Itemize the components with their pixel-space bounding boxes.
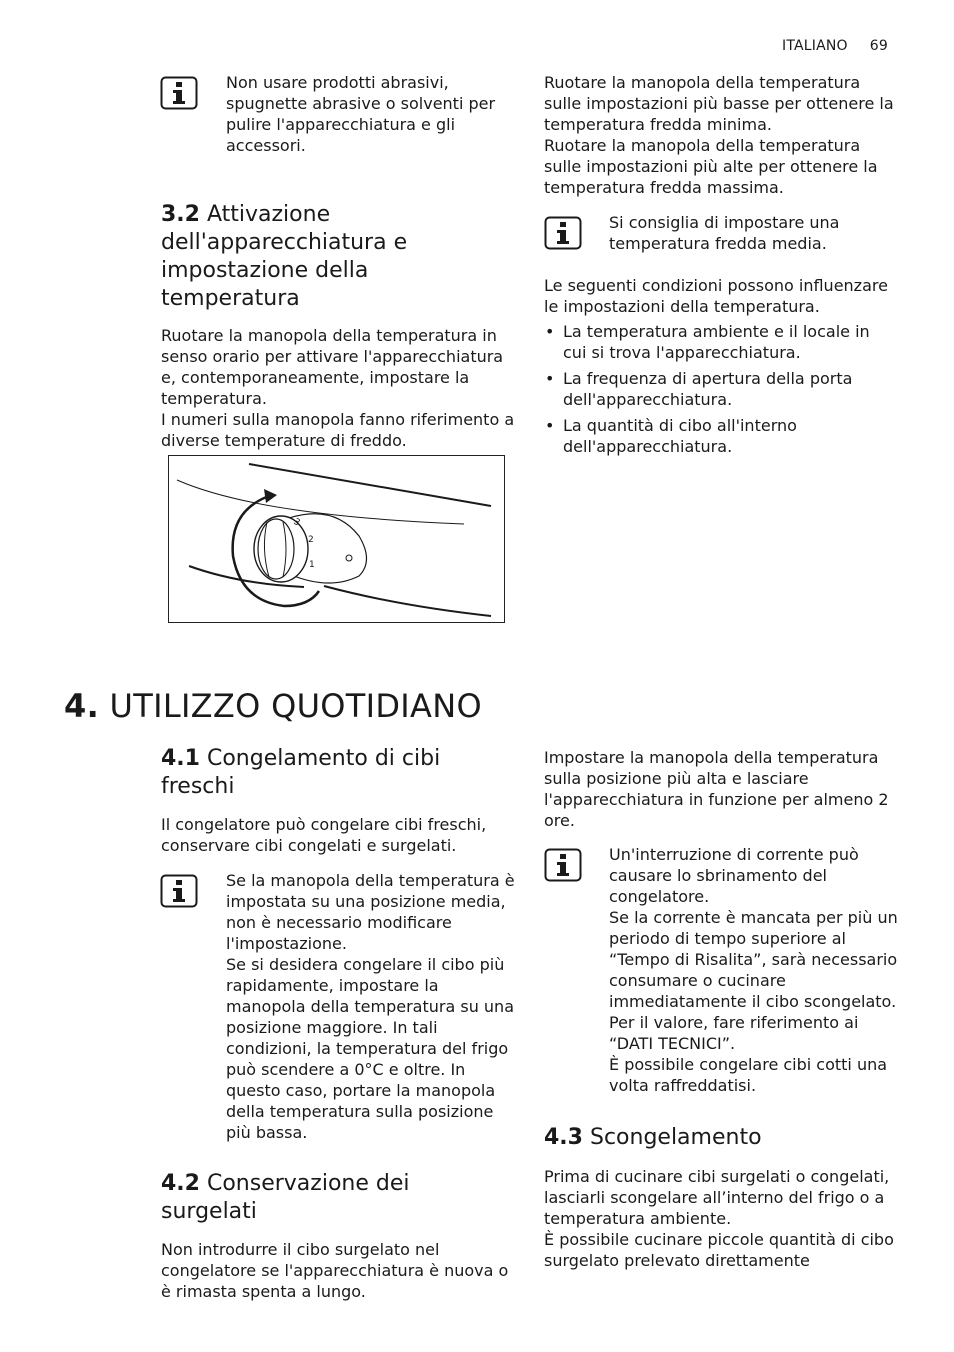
chapter-title: UTILIZZO QUOTIDIANO <box>109 687 482 725</box>
list-item: • La temperatura ambiente e il locale in cui si trova l'apparecchiatura. <box>544 321 894 363</box>
section-number: 4.1 <box>161 746 200 771</box>
list-item: • La quantità di cibo all'interno dell'apparecchiatura. <box>544 415 894 457</box>
body-text-conditions: Le seguenti condizioni possono influenzare le impostazioni della temperatura. <box>544 276 888 316</box>
conditions-list <box>544 321 894 462</box>
info-note-medium-temp: Si consiglia di impostare una temperatura fredda media. <box>609 213 840 253</box>
list-item: • La frequenza di apertura della porta dell'apparecchiatura. <box>544 368 894 410</box>
dial-label-2: 2 <box>308 535 314 545</box>
dial-label-3: 3 <box>291 516 302 529</box>
dial-label-1: 1 <box>309 560 315 570</box>
section-title: Attivazione dell'apparecchiatura e impostazione della temperatura <box>161 202 408 311</box>
section-title: Conservazione dei surgelati <box>161 1171 410 1224</box>
body-text-set-highest: Impostare la manopola della temperatura sulla posizione più alta e lasciare l'apparecchiatura in funzione per almeno 2 ore. <box>544 748 889 830</box>
page-header <box>760 38 888 54</box>
info-icon <box>544 848 582 882</box>
info-note-abrasives: Non usare prodotti abrasivi, spugnette abrasive o solventi per pulire l'apparecchiatura e gli accessori. <box>226 73 496 155</box>
body-text-settings: Ruotare la manopola della temperatura sulle impostazioni più basse per ottenere la temperatura fredda minima. Ruotare la manopola della temperatura sulle impostazioni più alte per ottenere la temperatura fredda massima. <box>544 73 894 197</box>
section-heading-4-2 <box>161 1170 491 1226</box>
body-text-activation: Ruotare la manopola della temperatura in senso orario per attivare l'apparecchiatura e, contemporaneamente, impostare la temperatura. I numeri sulla manopola fanno riferimento a diverse temperature di freddo. <box>161 326 515 450</box>
info-icon <box>160 76 198 110</box>
section-number: 3.2 <box>161 202 200 227</box>
info-icon <box>160 874 198 908</box>
section-number: 4.2 <box>161 1171 200 1196</box>
body-text-thawing: Prima di cucinare cibi surgelati o congelati, lasciarli scongelare all’interno del frigo o a temperatura ambiente. È possibile cucinare piccole quantità di cibo surgelato prelevato direttamente <box>544 1167 894 1270</box>
info-icon <box>544 216 582 250</box>
thermostat-dial-figure <box>169 456 504 622</box>
section-heading-4-3 <box>544 1124 874 1152</box>
section-heading-3-2 <box>161 201 501 313</box>
section-number: 4.3 <box>544 1125 583 1150</box>
rotation-arrowhead <box>264 489 277 503</box>
header-language: ITALIANO <box>782 38 848 54</box>
section-heading-4-1 <box>161 745 491 801</box>
body-text-freezing: Il congelatore può congelare cibi freschi, conservare cibi congelati e surgelati. <box>161 815 487 855</box>
section-title: Congelamento di cibi freschi <box>161 746 441 799</box>
chapter-number: 4. <box>64 687 100 725</box>
chapter-heading <box>64 687 764 725</box>
body-text-storage: Non introdurre il cibo surgelato nel congelatore se l'apparecchiatura è nuova o è rimasta spenta a lungo. <box>161 1240 509 1301</box>
section-title: Scongelamento <box>589 1125 762 1150</box>
page-number: 69 <box>869 38 888 54</box>
info-note-freezing: Se la manopola della temperatura è impostata su una posizione media, non è necessario modificare l'impostazione. Se si desidera congelare il cibo più rapidamente, impostare la manopola della temperatura su una posizione maggiore. In tali condizioni, la temperatura del frigo può scendere a 0°C e oltre. In questo caso, portare la manopola della temperatura sulla posizione più bassa. <box>226 871 515 1142</box>
info-note-power-failure: Un'interruzione di corrente può causare lo sbrinamento del congelatore. Se la corrente è mancata per più un periodo di tempo superiore al “Tempo di Risalita”, sarà necessario consumare o cucinare immediatamente il cibo scongelato. Per il valore, fare riferimento ai “DATI TECNICI”. È possibile congelare cibi cotti una volta raffreddatisi. <box>609 845 898 1095</box>
dial-illustration <box>168 455 505 623</box>
